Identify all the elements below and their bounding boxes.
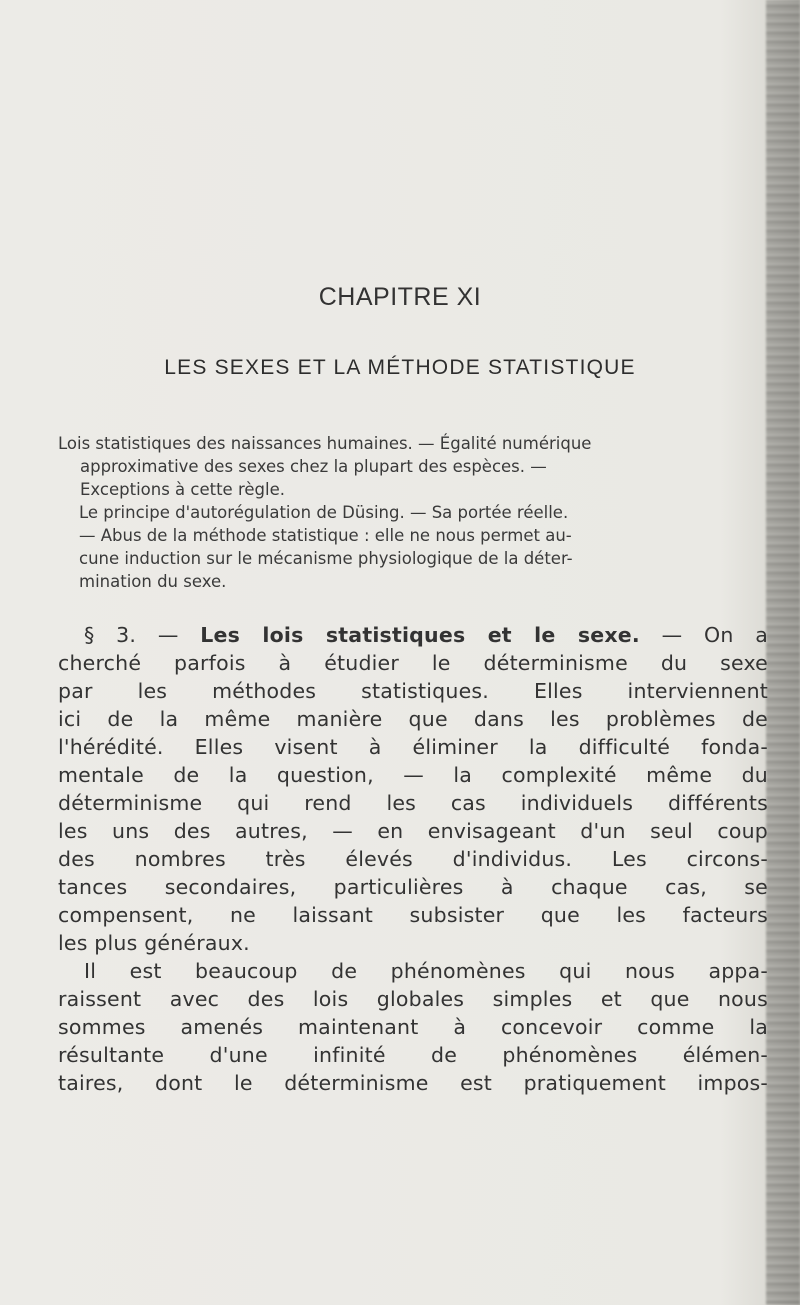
- body-line: mentale de la question, — la complexité même du: [58, 763, 768, 787]
- body-line: ici de la même manière que dans les problèmes de: [58, 707, 768, 731]
- summary-line: Lois statistiques des naissances humaines. — Égalité numérique: [58, 434, 592, 453]
- section-heading-line: [58, 621, 768, 649]
- summary-line: — Abus de la méthode statistique : elle ne nous permet au-: [79, 526, 572, 545]
- summary-line: cune induction sur le mécanisme physiologique de la déter-: [79, 549, 573, 568]
- chapter-summary: [58, 432, 763, 593]
- body-line: Il est beaucoup de phénomènes qui nous appa-: [84, 959, 768, 983]
- body-line: sommes amenés maintenant à concevoir comme la: [58, 1015, 768, 1039]
- chapter-number: CHAPITRE XI: [318, 283, 482, 311]
- body-line: les uns des autres, — en envisageant d'un seul coup: [58, 819, 768, 843]
- section-first-line-rest: — On a: [661, 623, 769, 647]
- body-line: des nombres très élevés d'individus. Les circons-: [58, 847, 768, 871]
- book-edge-shadow: [766, 0, 800, 1305]
- summary-line: Le principe d'autorégulation de Düsing. — Sa portée réelle.: [79, 503, 569, 522]
- summary-line: mination du sexe.: [79, 572, 227, 591]
- section-number: § 3. —: [84, 623, 179, 647]
- body-line: cherché parfois à étudier le déterminisme du sexe: [58, 651, 768, 675]
- body-line: tances secondaires, particulières à chaque cas, se: [58, 875, 768, 899]
- chapter-title: LES SEXES ET LA MÉTHODE STATISTIQUE: [164, 356, 636, 379]
- body-line: taires, dont le déterminisme est pratiquement impos-: [58, 1071, 768, 1095]
- body-line: les plus généraux.: [58, 931, 250, 955]
- summary-line: approximative des sexes chez la plupart des espèces. —: [80, 457, 547, 476]
- summary-line: Exceptions à cette règle.: [80, 480, 285, 499]
- body-line: résultante d'une infinité de phénomènes élémen-: [58, 1043, 768, 1067]
- body-line: l'hérédité. Elles visent à éliminer la difficulté fonda-: [58, 735, 768, 759]
- body-text: [58, 621, 768, 1097]
- body-line: compensent, ne laissant subsister que les facteurs: [58, 903, 768, 927]
- body-line: déterminisme qui rend les cas individuels différents: [58, 791, 768, 815]
- section-heading: Les lois statistiques et le sexe.: [200, 623, 640, 647]
- body-line: par les méthodes statistiques. Elles interviennent: [58, 679, 768, 703]
- body-line: raissent avec des lois globales simples et que nous: [58, 987, 768, 1011]
